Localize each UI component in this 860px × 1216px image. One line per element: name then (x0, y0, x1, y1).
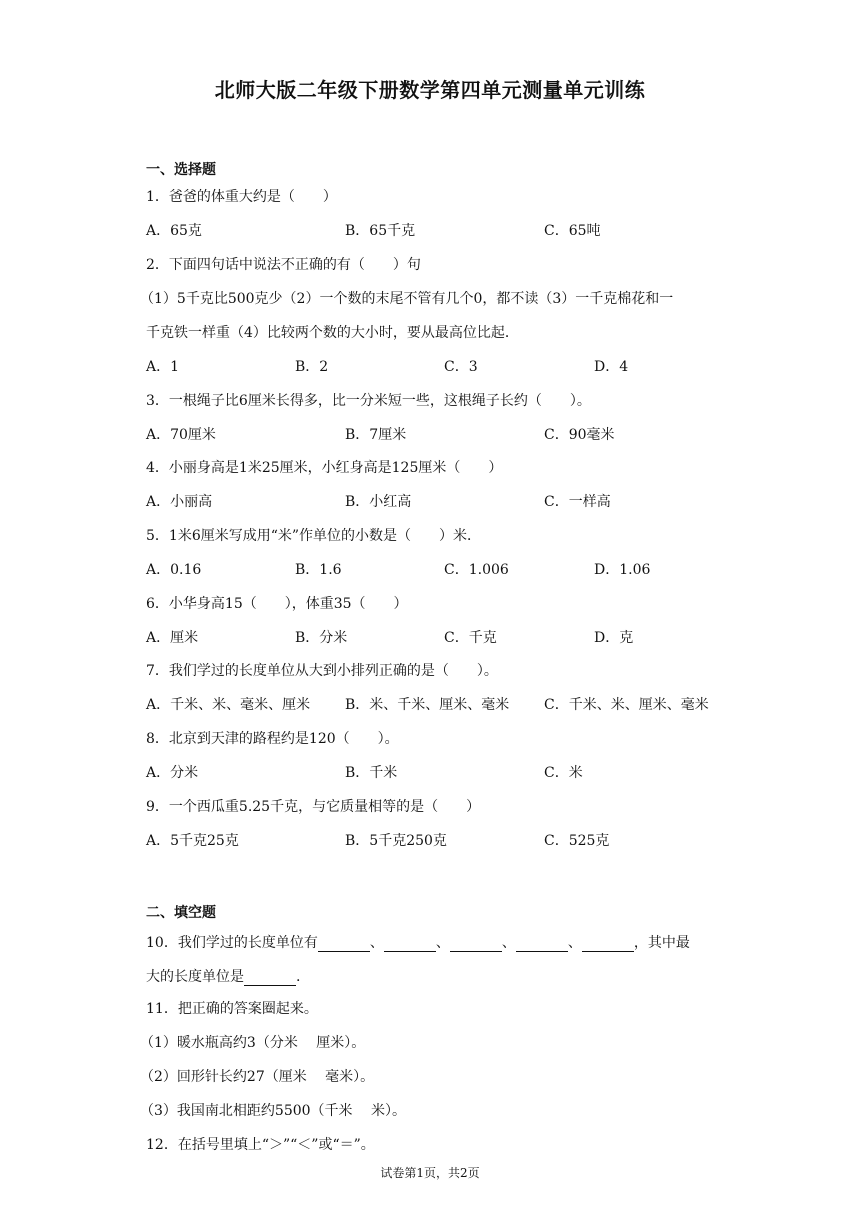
question-3: 3．一根绳子比6厘米长得多，比一分米短一些，这根绳子长约（ ）。 (146, 393, 591, 409)
q8-option-a: A．分米 (146, 765, 199, 781)
section-heading-choice: 一、选择题 (146, 162, 216, 178)
answer-blank[interactable] (384, 935, 436, 952)
q4-option-b: B．小红高 (345, 494, 412, 510)
section-heading-fill: 二、填空题 (146, 905, 216, 921)
q4-option-c: C．一样高 (544, 494, 611, 510)
question-12: 12．在括号里填上“＞”“＜”或“＝”。 (146, 1137, 375, 1153)
q5-option-d: D．1.06 (594, 562, 651, 578)
q4-option-a: A．小丽高 (146, 494, 213, 510)
answer-blank[interactable] (582, 935, 634, 952)
question-10-line2 (146, 966, 300, 986)
q3-option-b: B．7厘米 (345, 427, 407, 443)
q10-separator: 、 (435, 935, 450, 951)
q6-option-b: B．分米 (295, 630, 348, 646)
question-1: 1．爸爸的体重大约是（ ） (146, 189, 337, 205)
q2-option-b: B．2 (295, 359, 329, 375)
q3-option-c: C．90毫米 (544, 427, 615, 443)
answer-blank[interactable] (450, 935, 502, 952)
question-2-line3: 千克铁一样重（4）比较两个数的大小时，要从最高位比起． (146, 325, 519, 341)
q5-option-b: B．1.6 (295, 562, 342, 578)
q2-option-a: A．1 (146, 359, 180, 375)
question-11-item-1: （1）暖水瓶高约3（分米 厘米）。 (140, 1035, 366, 1051)
answer-blank[interactable] (516, 935, 568, 952)
question-11-item-3: （3）我国南北相距约5500（千米 米）。 (140, 1103, 406, 1119)
q10-separator: 、 (501, 935, 516, 951)
q7-option-b: B．米、千米、厘米、毫米 (345, 697, 510, 713)
answer-blank[interactable] (244, 969, 296, 986)
q5-option-c: C．1.006 (444, 562, 509, 578)
q9-option-b: B．5千克250克 (345, 833, 447, 849)
q9-option-a: A．5千克25克 (146, 833, 239, 849)
q5-option-a: A．0.16 (146, 562, 202, 578)
question-11: 11．把正确的答案圈起来。 (146, 1001, 318, 1017)
q10-separator: 、 (369, 935, 384, 951)
question-4: 4．小丽身高是1米25厘米，小红身高是125厘米（ ） (146, 460, 503, 476)
q3-option-a: A．70厘米 (146, 427, 216, 443)
question-7: 7．我们学过的长度单位从大到小排列正确的是（ ）。 (146, 663, 498, 679)
question-11-item-2: （2）回形针长约27（厘米 毫米）。 (140, 1069, 375, 1085)
q1-option-b: B．65千克 (345, 223, 416, 239)
q9-option-c: C．525克 (544, 833, 610, 849)
question-5: 5．1米6厘米写成用“米”作单位的小数是（ ）米． (146, 528, 482, 544)
q10-line2-prefix: 大的长度单位是 (146, 969, 244, 985)
q2-option-d: D．4 (594, 359, 629, 375)
page-footer: 试卷第1页，共2页 (380, 1166, 480, 1180)
q7-option-a: A．千米、米、毫米、厘米 (146, 697, 311, 713)
q6-option-d: D．克 (594, 630, 634, 646)
q1-option-a: A．65克 (146, 223, 202, 239)
q8-option-b: B．千米 (345, 765, 398, 781)
question-10 (146, 932, 690, 952)
q7-option-c: C．千米、米、厘米、毫米 (544, 697, 709, 713)
q6-option-a: A．厘米 (146, 630, 199, 646)
question-2-line2: （1）5千克比500克少（2）一个数的末尾不管有几个0，都不读（3）一千克棉花和一 (140, 291, 674, 307)
q6-option-c: C．千克 (444, 630, 497, 646)
q10-line2-suffix: . (296, 969, 301, 985)
q10-suffix: ，其中最 (633, 935, 690, 951)
document-title: 北师大版二年级下册数学第四单元测量单元训练 (214, 78, 646, 102)
q10-prefix: 10．我们学过的长度单位有 (146, 935, 318, 951)
q10-separator: 、 (567, 935, 582, 951)
q1-option-c: C．65吨 (544, 223, 601, 239)
question-2: 2．下面四句话中说法不正确的有（ ）句 (146, 257, 421, 273)
question-9: 9．一个西瓜重5.25千克，与它质量相等的是（ ） (146, 799, 481, 815)
question-6: 6．小华身高15（ ），体重35（ ） (146, 596, 408, 612)
answer-blank[interactable] (318, 935, 370, 952)
question-8: 8．北京到天津的路程约是120（ ）。 (146, 731, 399, 747)
q2-option-c: C．3 (444, 359, 478, 375)
q8-option-c: C．米 (544, 765, 583, 781)
